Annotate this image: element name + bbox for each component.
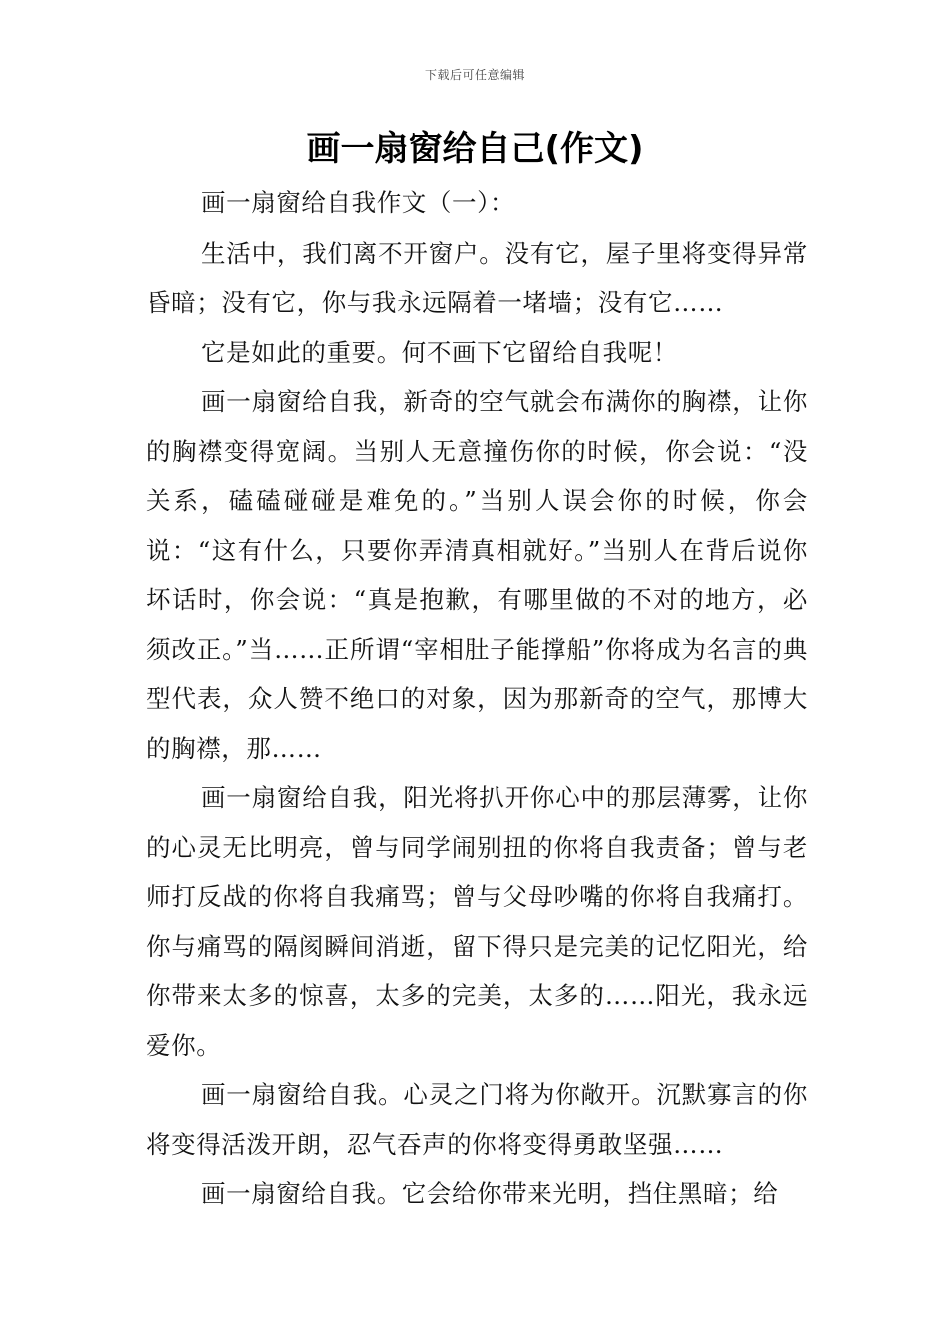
document-body <box>146 178 808 1219</box>
essay-subtitle: 画一扇窗给自我作文（一）： <box>201 188 516 217</box>
paragraph-6: 画一扇窗给自我。它会给你带来光明，挡住黑暗；给 <box>201 1179 779 1208</box>
paragraph-2: 它是如此的重要。何不画下它留给自我呢！ <box>201 337 678 367</box>
paragraph-3: 画一扇窗给自我，新奇的空气就会布满你的胸襟，让你的胸襟变得宽阔。当别人无意撞伤你的时候，你会说：“没关系，磕磕碰碰是难免的。”当别人误会你的时候，你会说：“这有什么，只要你弄清真相就好。”当别人在背后说你坏话时，你会说：“真是抱歉，有哪里做的不对的地方，必须改正。”当……正所谓“宰相肚子能撑船”你将成为名言的典型代表，众人赞不绝口的对象，因为那新奇的空气，那博大的胸襟，那…… <box>146 387 808 763</box>
paragraph-5: 画一扇窗给自我。心灵之门将为你敞开。沉默寡言的你将变得活泼开朗，忍气吞声的你将变得勇敢坚强…… <box>146 1080 808 1159</box>
paragraph-4: 画一扇窗给自我，阳光将扒开你心中的那层薄雾，让你的心灵无比明亮，曾与同学闹别扭的你将自我责备；曾与老师打反战的你将自我痛骂；曾与父母吵嘴的你将自我痛打。你与痛骂的隔阂瞬间消逝，留下得只是完美的记忆阳光，给你带来太多的惊喜，太多的完美，太多的……阳光，我永远爱你。 <box>146 783 808 1060</box>
paragraph-1: 生活中，我们离不开窗户。没有它，屋子里将变得异常昏暗；没有它，你与我永远隔着一堵墙；没有它…… <box>146 238 808 317</box>
document-title: 画一扇窗给自己(作文) <box>306 129 644 169</box>
header-note: 下载后可任意编辑 <box>424 68 525 82</box>
